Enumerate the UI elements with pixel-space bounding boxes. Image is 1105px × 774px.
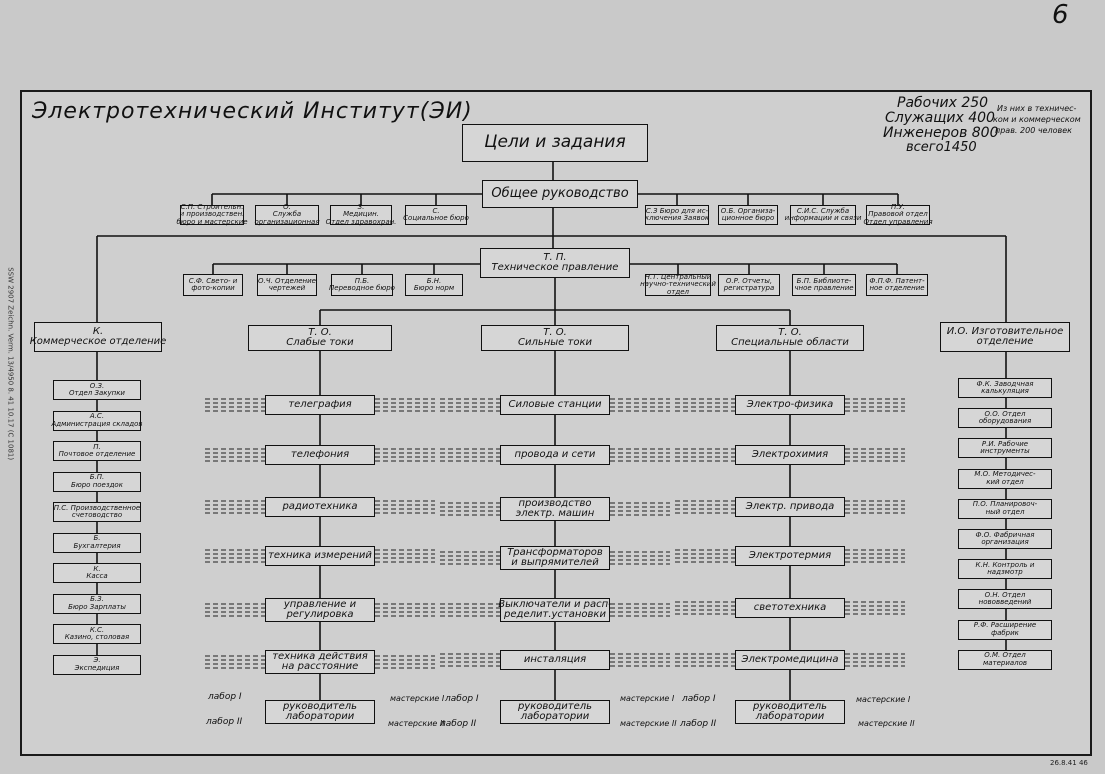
special-item-2	[735, 445, 845, 465]
commercial-item-5-line-2: счетоводство	[71, 511, 123, 519]
manufacturing-item-9-line-1: Р.Ф. Расширение	[973, 621, 1037, 630]
special-department-box-line-2: Специальные области	[731, 337, 849, 348]
manufacturing-item-7-line-1: К.Н. Контроль и	[975, 560, 1035, 569]
strong-lab-1: лабор I	[445, 694, 479, 704]
general-left-4-line-2: Социальное бюро	[403, 214, 469, 222]
commercial-item-8-line-1: Б.З.	[90, 595, 104, 604]
special-department-box-line-1: Т. О.	[778, 326, 802, 338]
manufacturing-item-2	[958, 408, 1052, 428]
weak-item-4	[265, 546, 375, 566]
general-right-4-line-3: Отдел управления	[863, 217, 933, 226]
strong-item-4-line-2: и выпрямителей	[511, 557, 599, 568]
special-lab-1: лабор I	[682, 694, 716, 704]
tech-left-3	[331, 274, 393, 296]
general-right-2-line-1: О.Б. Организа-	[720, 206, 776, 215]
tech-left-3-line-2: Переводное бюро	[329, 284, 395, 292]
commercial-item-6-line-2: Бухгалтерия	[73, 541, 121, 550]
special-item-2-line-1: Электрохимия	[751, 448, 829, 460]
special-item-4	[735, 546, 845, 566]
general-right-1-line-1: С.З Бюро для ис-	[645, 206, 709, 215]
tech-left-1	[183, 274, 243, 296]
strong-item-5-line-1: Выключатели и расп-	[498, 598, 612, 610]
general-right-3-line-2: информации и связи	[784, 214, 862, 222]
general-left-3	[325, 202, 397, 226]
manufacturing-item-1	[958, 378, 1052, 398]
general-left-3-line-2: Медицин.	[343, 210, 379, 219]
manufacturing-item-4-line-1: М.О. Методичес-	[974, 470, 1036, 479]
special-item-6-line-1: Электромедицина	[741, 653, 839, 665]
tech-right-3-line-2: чное правление	[794, 284, 854, 292]
general-right-4-line-1: П.У.	[891, 202, 905, 211]
special-item-4-line-1: Электротермия	[748, 549, 832, 561]
manufacturing-item-6-line-2: организация	[981, 538, 1029, 546]
commercial-item-4-line-1: Б.П.	[89, 473, 105, 482]
commercial-item-8-line-2: Бюро Зарплаты	[68, 602, 126, 611]
tech-left-2-line-1: О.Ч. Отделение	[258, 276, 316, 285]
staff-note-1: Из них в техничес-	[997, 104, 1077, 113]
tech-left-2-line-2: чертежей	[268, 284, 306, 292]
special-item-5-line-1: светотехника	[753, 601, 827, 613]
manufacturing-item-5-line-2: ный отдел	[985, 507, 1025, 516]
weak-item-5-line-1: управление и	[283, 598, 357, 610]
manufacturing-item-1-line-2: калькуляция	[981, 387, 1029, 395]
general-right-4-line-2: Правовой отдел	[868, 210, 928, 219]
goals-box	[462, 124, 648, 162]
general-left-1-line-1: С.П. Строительн.	[180, 202, 244, 211]
tech-right-1-line-2: научно-технический	[640, 280, 716, 289]
general-management-box	[482, 180, 638, 208]
commercial-item-1-line-1: О.З.	[89, 381, 105, 390]
staff-employees: Служащих 400	[885, 110, 995, 126]
manufacturing-department-box-line-2: отделение	[976, 336, 1034, 347]
strong-item-1-line-1: Силовые станции	[508, 398, 602, 410]
manufacturing-item-8-line-2: нововведений	[978, 598, 1032, 607]
special-lab-2: лабор II	[680, 719, 717, 729]
commercial-item-10-line-2: Экспедиция	[74, 663, 120, 672]
general-left-2-line-3: организационная	[254, 217, 320, 226]
tech-right-2-line-1: О.Р. Отчеты,	[725, 276, 773, 285]
weak-item-7-line-2: лаборатории	[285, 711, 355, 722]
commercial-item-6-line-1: Б.	[93, 534, 101, 543]
technical-administration-box-line-2: Техническое правление	[491, 262, 619, 273]
general-left-4	[405, 205, 467, 225]
commercial-item-3-line-1: П.	[93, 442, 101, 451]
strong-item-7-line-2: лаборатории	[520, 711, 590, 722]
tech-left-4	[405, 274, 463, 296]
manufacturing-item-7	[958, 559, 1052, 579]
commercial-item-7-line-1: К.	[93, 564, 101, 573]
strong-item-4-line-1: Трансформаторов	[507, 546, 603, 558]
tech-left-4-line-2: Бюро норм	[413, 284, 455, 292]
general-right-2	[718, 205, 778, 225]
weak-item-6	[265, 650, 375, 674]
tech-right-2	[718, 274, 780, 296]
tech-left-1-line-2: фото-копии	[191, 284, 235, 292]
weak-master-1: мастерские I	[390, 694, 445, 703]
tech-right-3-line-1: Б.П. Библиоте-	[796, 276, 852, 285]
goals-box-line-1: Цели и задания	[484, 132, 626, 153]
manufacturing-item-5-line-1: П.О. Планировоч-	[972, 500, 1038, 509]
technical-administration-box	[480, 248, 630, 278]
page-number: 6	[1052, 0, 1069, 30]
commercial-item-4	[53, 472, 141, 492]
general-right-3	[784, 205, 862, 225]
tech-left-4-line-1: Б.Н.	[426, 276, 442, 285]
weak-item-5	[265, 598, 375, 622]
commercial-item-10-line-1: Э.	[93, 656, 101, 665]
manufacturing-item-2-line-2: оборудования	[978, 417, 1032, 426]
special-item-3	[735, 497, 845, 517]
manufacturing-item-2-line-1: О.О. Отдел	[984, 409, 1026, 418]
tech-right-1	[640, 272, 716, 296]
strong-department-box-line-2: Сильные токи	[517, 337, 592, 348]
commercial-item-1	[53, 380, 141, 400]
staff-workers: Рабочих 250	[897, 95, 989, 111]
tech-left-3-line-1: П.Б.	[354, 276, 370, 285]
tech-left-2	[257, 274, 317, 296]
tech-right-1-line-3: отдел	[667, 287, 689, 296]
weak-lab-2: лабор II	[206, 717, 243, 727]
weak-item-6-line-1: техника действия	[272, 650, 368, 662]
manufacturing-item-10-line-1: О.М. Отдел	[984, 651, 1026, 660]
weak-item-2	[265, 445, 375, 465]
tech-left-1-line-1: С.Ф. Свето- и	[188, 276, 238, 285]
weak-item-5-line-2: регулировка	[286, 609, 354, 620]
weak-item-1-line-1: телеграфия	[288, 398, 352, 410]
strong-item-7-line-1: руководитель	[517, 700, 593, 712]
general-management-box-line-1: Общее руководство	[491, 186, 629, 202]
manufacturing-item-7-line-2: надзмотр	[987, 568, 1023, 577]
general-left-2	[254, 202, 320, 226]
commercial-item-4-line-2: Бюро поездок	[71, 480, 123, 489]
strong-item-6	[500, 650, 610, 670]
special-master-2: мастерские II	[858, 719, 915, 728]
strong-item-3-line-2: электр. машин	[515, 508, 595, 519]
general-right-1	[645, 205, 709, 225]
commercial-department-box	[29, 322, 167, 352]
weak-item-3	[265, 497, 375, 517]
general-right-4	[863, 202, 933, 226]
technical-administration-box-line-1: Т. П.	[543, 251, 567, 263]
special-master-1: мастерские I	[856, 695, 911, 704]
general-left-1-line-3: бюро и мастерские	[176, 217, 248, 226]
manufacturing-item-8-line-1: О.Н. Отдел	[984, 591, 1026, 600]
commercial-item-5	[53, 502, 141, 522]
commercial-item-9	[53, 624, 141, 644]
manufacturing-item-9	[958, 620, 1052, 640]
commercial-department-box-line-1: К.	[92, 325, 104, 337]
weak-master-2: мастерские II	[388, 719, 445, 728]
commercial-item-3	[53, 441, 141, 461]
general-left-1-line-2: и производствен.	[179, 210, 245, 219]
weak-department-box	[248, 325, 392, 351]
commercial-item-2	[53, 411, 141, 431]
commercial-item-7-line-2: Касса	[86, 572, 108, 580]
special-item-7-line-1: руководитель	[752, 700, 828, 712]
weak-item-3-line-1: радиотехника	[282, 500, 358, 512]
special-item-6	[735, 650, 845, 670]
margin-stamp: SSW 2907 Zeichn. Verm. 13/4950 8. 41 10.17 (C 1081)	[6, 267, 15, 461]
weak-item-1	[265, 395, 375, 415]
commercial-item-7	[53, 563, 141, 583]
strong-master-1: мастерские I	[620, 694, 675, 703]
general-right-3-line-1: С.И.С. Служба	[796, 206, 850, 215]
manufacturing-item-6-line-1: Ф.О. Фабричная	[975, 530, 1035, 539]
staff-note-3: прав. 200 человек	[995, 126, 1072, 135]
weak-item-2-line-1: телефония	[290, 448, 350, 460]
manufacturing-item-10	[958, 650, 1052, 670]
manufacturing-item-1-line-1: Ф.К. Заводчная	[976, 379, 1034, 388]
general-left-3-line-3: Отдел здравохран.	[325, 217, 397, 226]
manufacturing-item-3-line-1: Р.И. Рабочие	[981, 440, 1029, 449]
special-item-7-line-2: лаборатории	[755, 711, 825, 722]
strong-item-7	[500, 700, 610, 724]
manufacturing-item-10-line-2: материалов	[982, 658, 1028, 667]
staff-note-2: ком и коммерческом	[993, 115, 1081, 124]
strong-item-3	[500, 497, 610, 521]
strong-department-box-line-1: Т. О.	[543, 326, 567, 338]
corner-note: 26.8.41 46	[1050, 759, 1088, 767]
strong-item-3-line-1: производство	[518, 497, 592, 509]
commercial-item-5-line-1: П.С. Производственное	[53, 503, 141, 512]
general-left-3-line-1: З.	[357, 202, 365, 211]
strong-item-2	[500, 445, 610, 465]
strong-item-1	[500, 395, 610, 415]
weak-item-4-line-1: техника измерений	[268, 549, 372, 561]
commercial-item-9-line-2: Казино, столовая	[64, 633, 130, 641]
manufacturing-item-3-line-2: инструменты	[980, 447, 1030, 456]
tech-right-4	[866, 274, 928, 296]
tech-right-4-line-2: ное отделение	[869, 284, 925, 292]
commercial-item-6	[53, 533, 141, 553]
manufacturing-item-4-line-2: кий отдел	[986, 477, 1024, 486]
manufacturing-department-box-line-1: И.О. Изготовительное	[946, 325, 1064, 337]
strong-item-6-line-1: инсталяция	[523, 653, 587, 665]
commercial-item-8	[53, 594, 141, 614]
general-left-2-line-2: Служба	[272, 210, 302, 219]
strong-item-5	[500, 598, 610, 622]
strong-item-2-line-1: провода и сети	[514, 448, 596, 460]
commercial-item-1-line-2: Отдел Закупки	[69, 389, 125, 397]
weak-lab-1: лабор I	[208, 692, 242, 702]
staff-engineers: Инженеров 800	[883, 125, 999, 141]
commercial-item-10	[53, 655, 141, 675]
commercial-item-3-line-2: Почтовое отделение	[58, 450, 136, 458]
weak-department-box-line-1: Т. О.	[308, 326, 332, 338]
commercial-item-2-line-2: Администрация складов	[51, 419, 143, 428]
strong-item-5-line-2: ределит.установки	[504, 609, 606, 620]
manufacturing-item-6	[958, 529, 1052, 549]
staff-total: всего1450	[906, 140, 977, 155]
general-right-1-line-2: ключения Заявок	[644, 214, 710, 222]
general-left-1	[176, 202, 248, 226]
strong-master-2: мастерские II	[620, 719, 677, 728]
manufacturing-item-3	[958, 438, 1052, 458]
weak-item-6-line-2: на расстояние	[281, 661, 359, 672]
special-department-box	[716, 325, 864, 351]
commercial-item-2-line-1: А.С.	[89, 412, 105, 421]
general-right-2-line-2: ционное бюро	[721, 214, 775, 222]
manufacturing-item-8	[958, 589, 1052, 609]
special-item-3-line-1: Электр. привода	[745, 500, 835, 512]
special-item-7	[735, 700, 845, 724]
manufacturing-item-9-line-2: фабрик	[991, 628, 1019, 637]
commercial-item-9-line-1: К.С.	[89, 625, 105, 634]
strong-item-4	[500, 546, 610, 570]
manufacturing-item-4	[958, 469, 1052, 489]
diagram-title: Электротехнический Институт(ЭИ)	[32, 99, 473, 124]
special-item-1-line-1: Электро-физика	[746, 398, 834, 410]
manufacturing-department-box	[940, 322, 1070, 352]
special-item-1	[735, 395, 845, 415]
weak-item-7-line-1: руководитель	[282, 700, 358, 712]
tech-right-2-line-2: регистратура	[723, 284, 775, 292]
special-item-5	[735, 598, 845, 618]
manufacturing-item-5	[958, 499, 1052, 519]
tech-right-1-line-1: Н.Т. Центральный	[644, 272, 712, 281]
tech-right-4-line-1: Ф.П.Ф. Патент-	[869, 276, 925, 285]
weak-item-7	[265, 700, 375, 724]
commercial-department-box-line-2: Коммерческое отделение	[29, 336, 167, 347]
general-left-2-line-1: О.	[283, 202, 291, 211]
strong-department-box	[481, 325, 629, 351]
weak-department-box-line-2: Слабые токи	[286, 337, 354, 348]
strong-lab-2: лабор II	[440, 719, 477, 729]
general-left-4-line-1: С.	[432, 206, 440, 215]
tech-right-3	[792, 274, 856, 296]
